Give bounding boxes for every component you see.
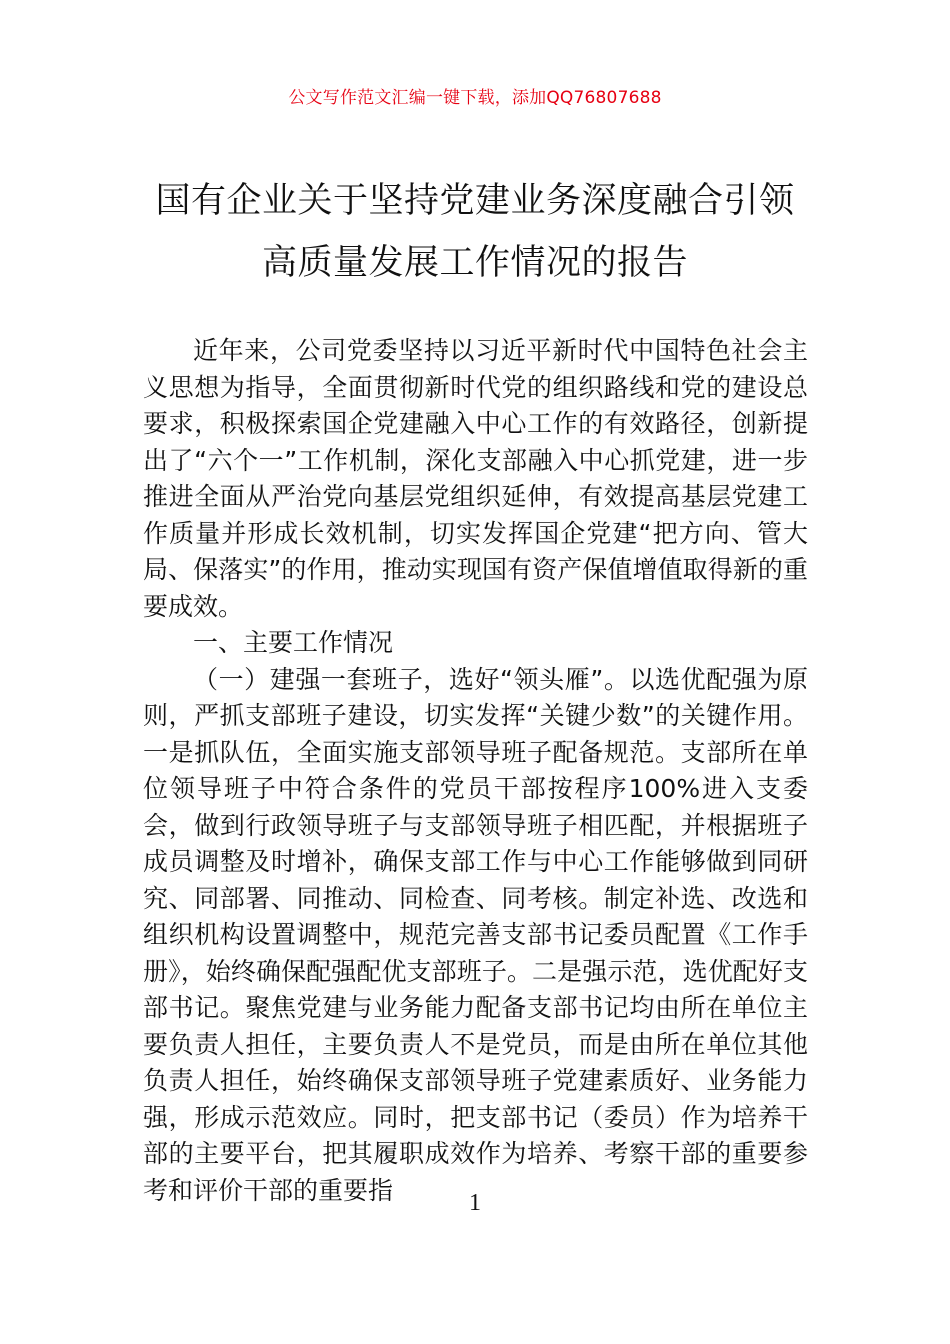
title-line-1: 国有企业关于坚持党建业务深度融合引领 <box>155 181 795 221</box>
page-number: 1 <box>469 1190 481 1216</box>
watermark-banner: 公文写作范文汇编一键下载，添加QQ76807688 <box>288 88 662 108</box>
intro-paragraph: 近年来，公司党委坚持以习近平新时代中国特色社会主义思想为指导，全面贯彻新时代党的组织路线和党的建设总要求，积极探索国企党建融入中心工作的有效路径，创新提出了“六个一”工作机制，深化支部融入中心抓党建，进一步推进全面从严治党向基层党组织延伸，有效提高基层党建工作质量并形成长效机制，切实发挥国企党建“把方向、管大局、保落实”的作用，推动实现国有资产保值增值取得新的重要成效。 <box>143 336 808 621</box>
document-title <box>110 170 840 294</box>
document-body <box>143 333 808 1209</box>
subsection-paragraph: （一）建强一套班子，选好“领头雁”。以选优配强为原则，严抓支部班子建设，切实发挥“关键少数”的关键作用。一是抓队伍，全面实施支部领导班子配备规范。支部所在单位领导班子中符合条件的党员干部按程序100%进入支委会，做到行政领导班子与支部领导班子相匹配，并根据班子成员调整及时增补，确保支部工作与中心工作能够做到同研究、同部署、同推动、同检查、同考核。制定补选、改选和组织机构设置调整中，规范完善支部书记委员配置《工作手册》，始终确保配强配优支部班子。二是强示范，选优配好支部书记。聚焦党建与业务能力配备支部书记均由所在单位主要负责人担任，主要负责人不是党员，而是由所在单位其他负责人担任，始终确保支部领导班子党建素质好、业务能力强，形成示范效应。同时，把支部书记（委员）作为培养干部的主要平台，把其履职成效作为培养、考察干部的重要参考和评价干部的重要指 <box>143 664 808 1205</box>
title-line-2: 高质量发展工作情况的报告 <box>261 243 688 283</box>
section-heading: 一、主要工作情况 <box>193 628 394 657</box>
